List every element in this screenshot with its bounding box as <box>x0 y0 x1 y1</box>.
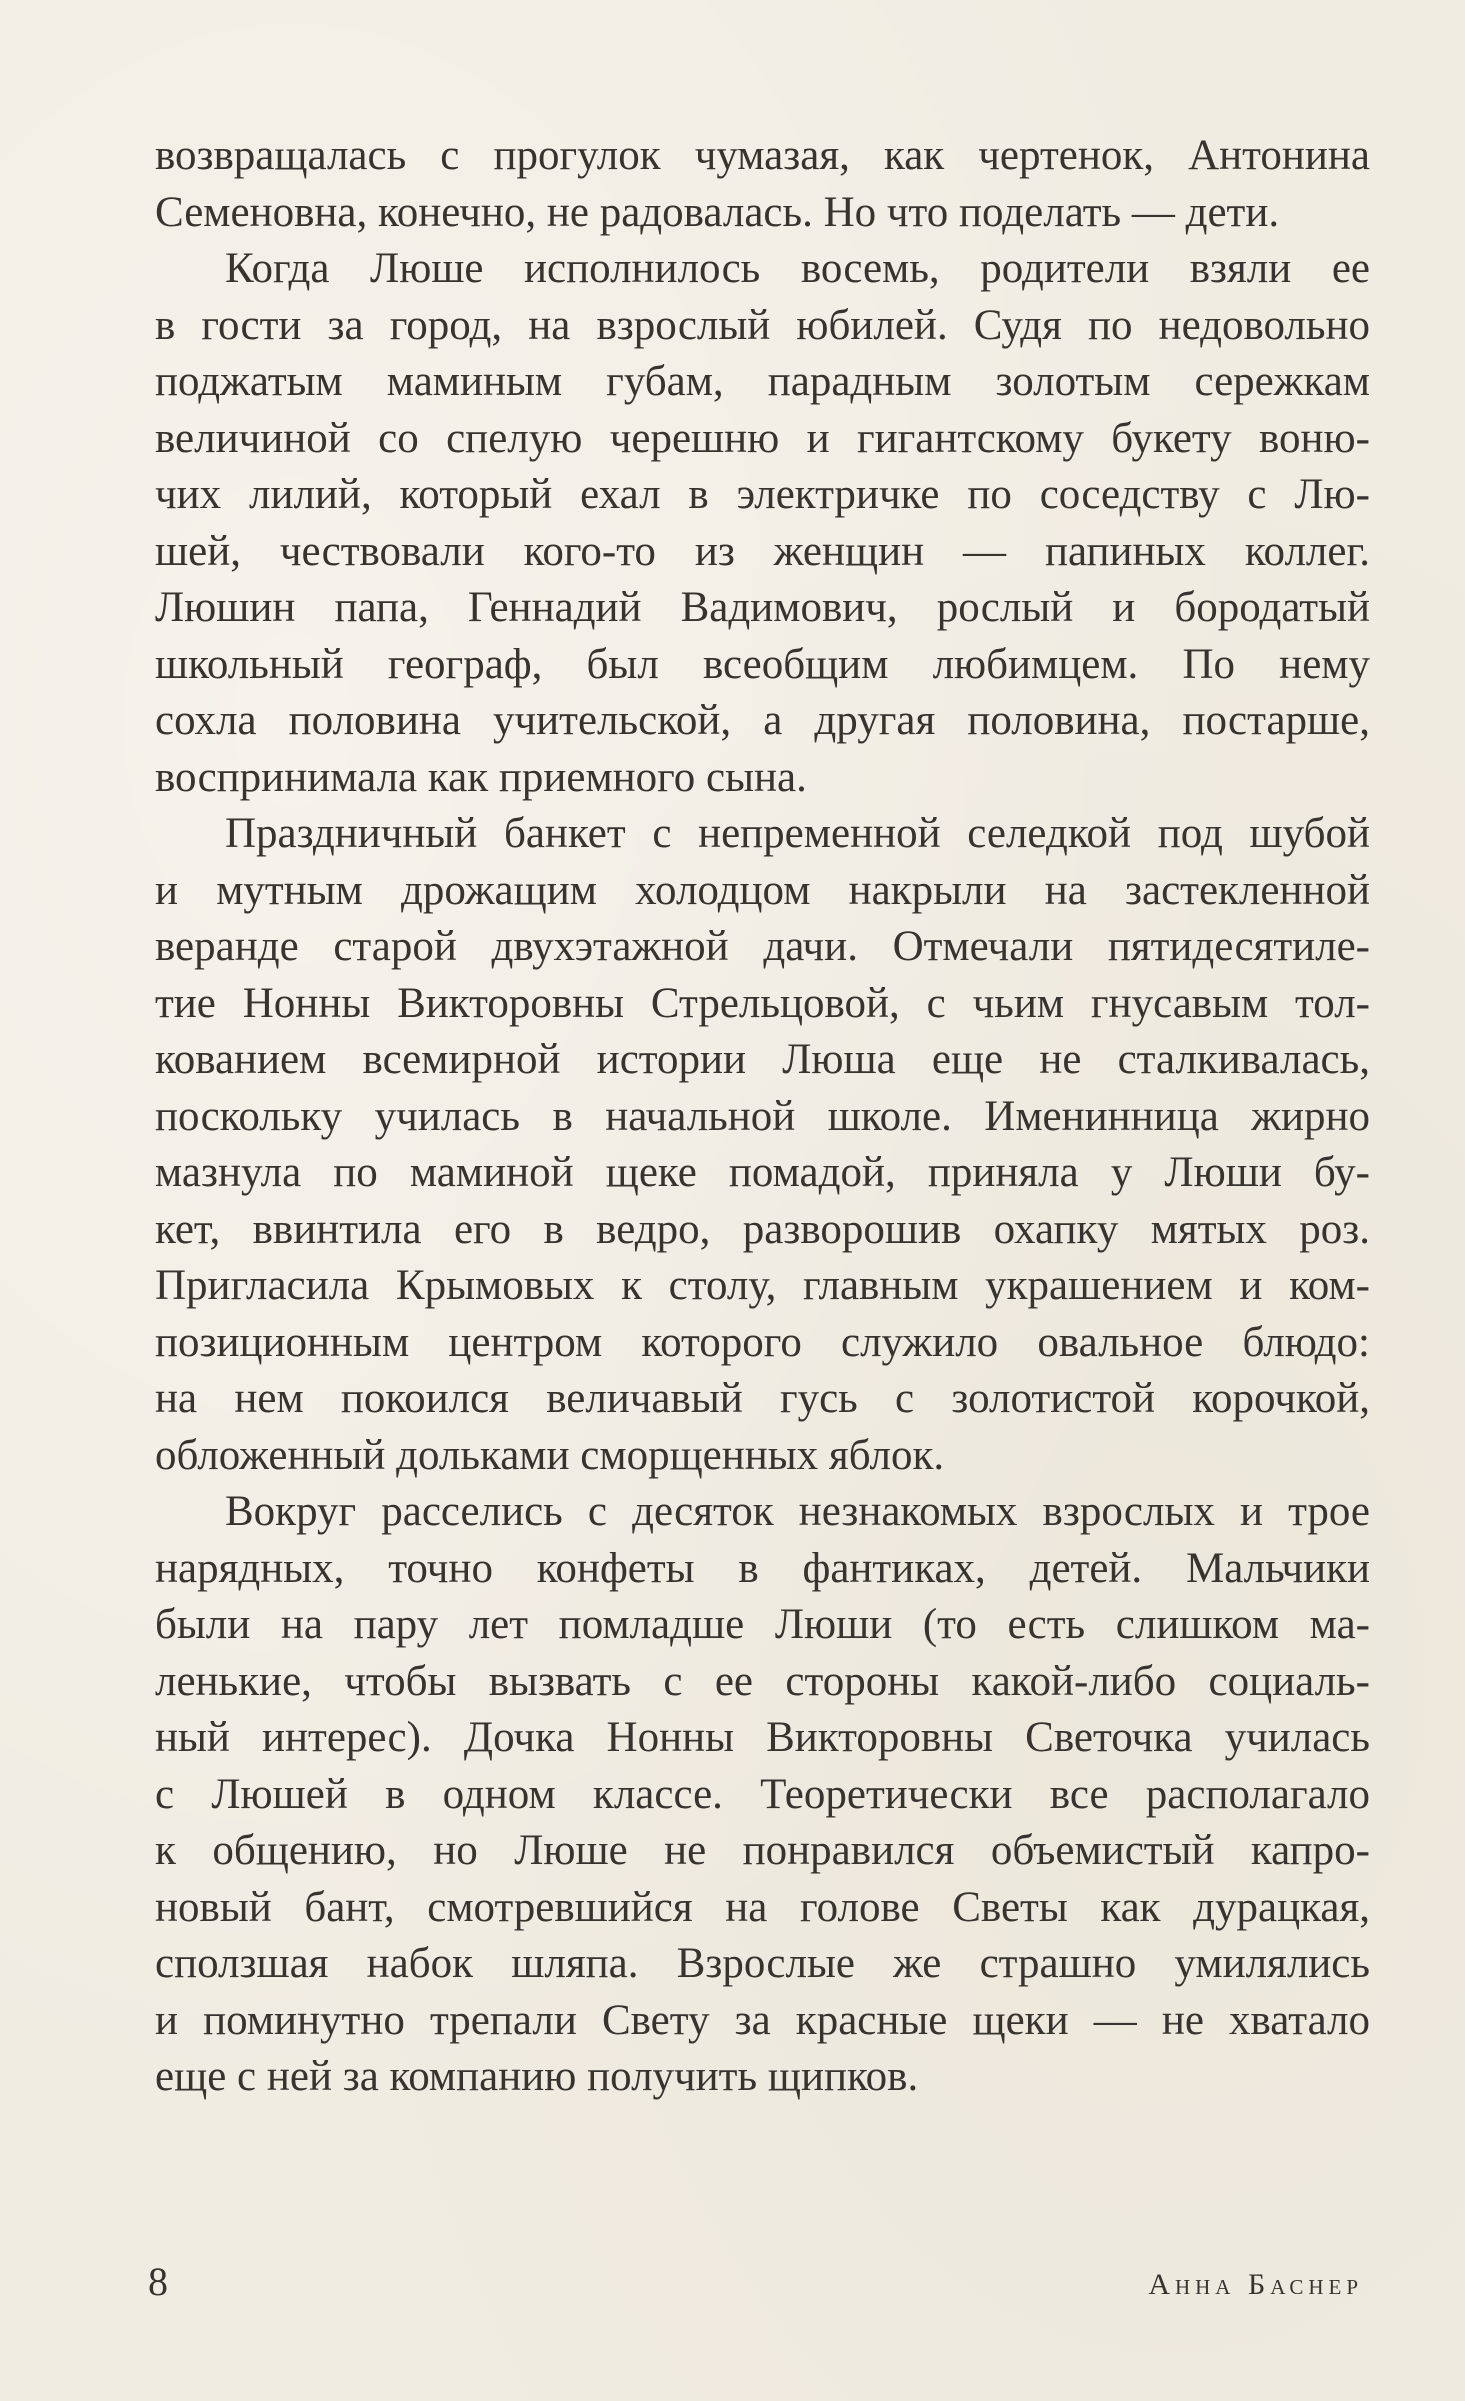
text-line: Пригласила Крымовых к столу, главным украшением и ком- <box>155 1262 1370 1309</box>
running-head-author: Анна Баснер <box>1148 2268 1363 2301</box>
text-line: Вокруг расселись с десяток незнакомых взрослых и трое <box>225 1488 1370 1535</box>
text-line: поскольку училась в начальной школе. Именинница жирно <box>155 1092 1370 1140</box>
paragraph <box>155 806 1370 1484</box>
text-line: Люшин папа, Геннадий Вадимович, рослый и бородатый <box>155 584 1370 631</box>
text-line: к общению, но Люше не понравился объемистый капро- <box>155 1827 1370 1874</box>
paragraph <box>155 241 1370 806</box>
page-number: 8 <box>148 2259 168 2304</box>
paragraph <box>155 1484 1370 2106</box>
text-line: и поминутно трепали Свету за красные щеки — не хватало <box>155 1996 1370 2044</box>
text-line: чих лилий, который ехал в электричке по соседству с Лю- <box>155 471 1370 518</box>
paragraph <box>155 128 1370 241</box>
text-line: Когда Люше исполнилось восемь, родители взяли ее <box>225 245 1370 292</box>
text-line: ленькие, чтобы вызвать с ее стороны какой-либо социаль- <box>155 1657 1370 1705</box>
text-line: кет, ввинтила его в ведро, разворошив охапку мятых роз. <box>155 1205 1370 1253</box>
text-line: кованием всемирной истории Люша еще не сталкивалась, <box>155 1036 1370 1083</box>
text-line: воспринимала как приемного сына. <box>155 753 807 801</box>
text-line: позиционным центром которого служило овальное блюдо: <box>155 1318 1370 1366</box>
text-line: на нем покоился величавый гусь с золотистой корочкой, <box>155 1375 1370 1422</box>
text-line: и мутным дрожащим холодцом накрыли на застекленной <box>155 866 1370 914</box>
text-line: возвращалась с прогулок чумазая, как чертенок, Антонина <box>155 132 1370 179</box>
text-line: сползшая набок шляпа. Взрослые же страшно умилялись <box>155 1940 1370 1987</box>
text-line: были на пару лет помладше Люши (то есть слишком ма- <box>155 1601 1370 1648</box>
page-body-text <box>155 128 1370 2106</box>
text-line: с Люшей в одном классе. Теоретически все располагало <box>155 1770 1370 1818</box>
text-line: Семеновна, конечно, не радовалась. Но что поделать — дети. <box>155 188 1280 236</box>
text-line: ный интерес). Дочка Нонны Викторовны Светочка училась <box>155 1714 1370 1761</box>
text-line: поджатым маминым губам, парадным золотым сережкам <box>155 358 1370 405</box>
text-line: сохла половина учительской, а другая половина, постарше, <box>155 697 1370 744</box>
text-line: веранде старой двухэтажной дачи. Отмечали пятидесятиле- <box>155 923 1370 970</box>
text-line: обложенный дольками сморщенных яблок. <box>155 1431 945 1479</box>
text-line: мазнула по маминой щеке помадой, приняла у Люши бу- <box>155 1149 1370 1196</box>
text-line: школьный географ, был всеобщим любимцем. По нему <box>155 640 1370 688</box>
text-line: новый бант, смотревшийся на голове Светы как дурацкая, <box>155 1883 1370 1931</box>
text-line: тие Нонны Викторовны Стрельцовой, с чьим гнусавым тол- <box>155 979 1370 1027</box>
text-line: Праздничный банкет с непременной селедкой под шубой <box>225 810 1370 857</box>
text-line: нарядных, точно конфеты в фантиках, детей. Мальчики <box>155 1544 1370 1592</box>
text-line: величиной со спелую черешню и гигантскому букету воню- <box>155 414 1370 462</box>
text-line: шей, чествовали кого-то из женщин — папиных коллег. <box>155 527 1370 575</box>
text-line: еще с ней за компанию получить щипков. <box>155 2053 919 2100</box>
text-line: в гости за город, на взрослый юбилей. Судя по недовольно <box>155 301 1370 349</box>
